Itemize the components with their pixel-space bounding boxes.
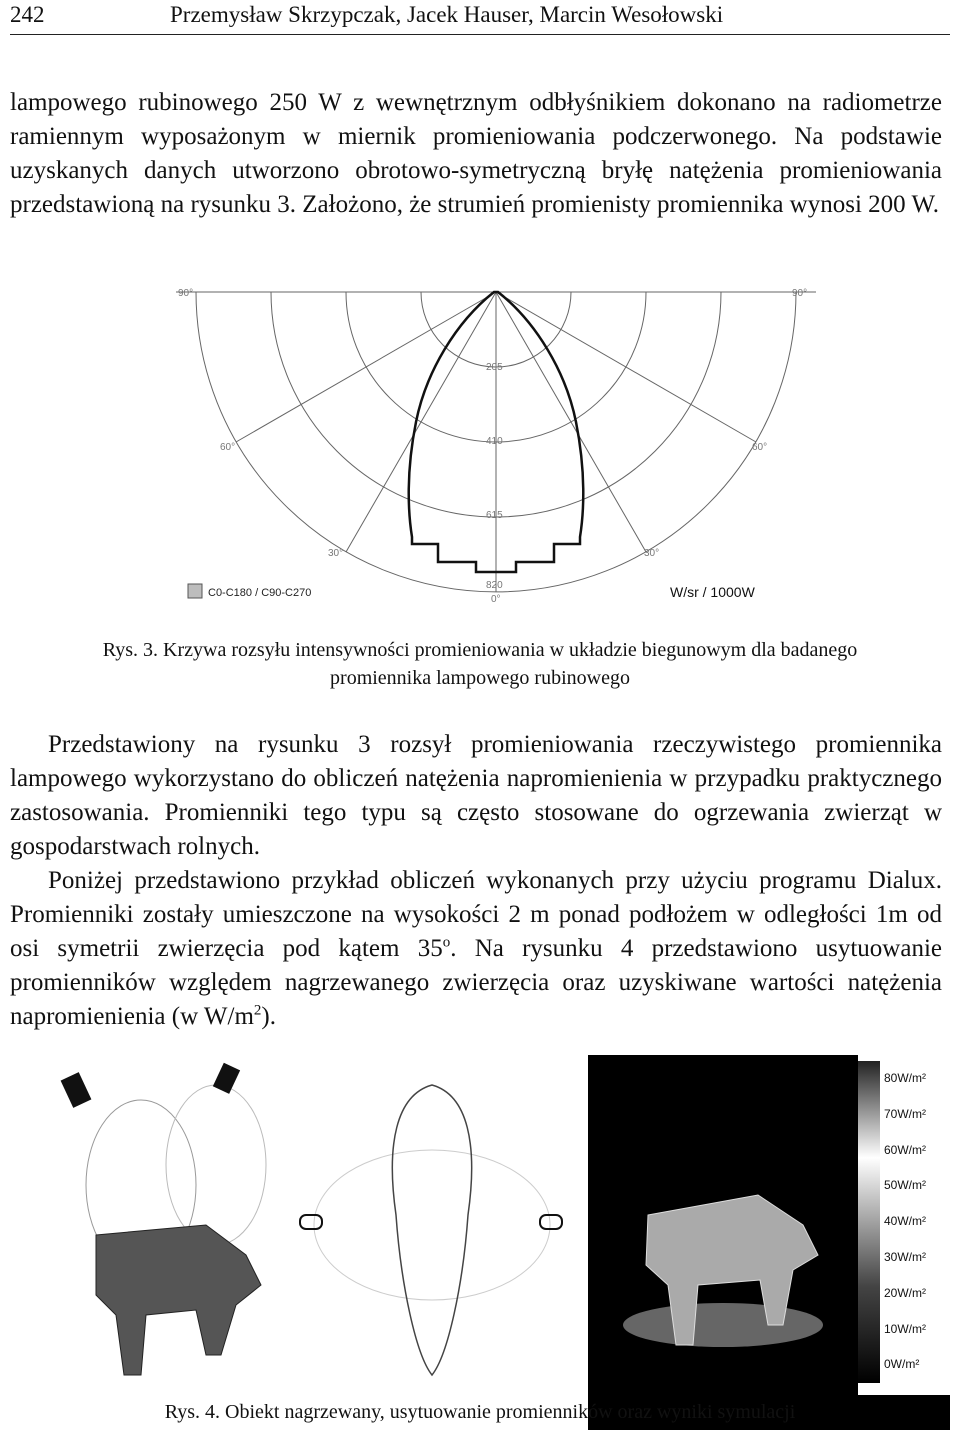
radial-label-820: 820 (486, 580, 503, 591)
angle-label-0: 0° (491, 594, 501, 605)
color-scale (858, 1055, 950, 1395)
pig-top-svg (296, 1055, 568, 1395)
scale-label-80: 80W/m² (884, 1071, 926, 1085)
scale-label-30: 30W/m² (884, 1249, 926, 1264)
lamp-left-icon (61, 1072, 92, 1108)
radial-label-615: 615 (486, 510, 503, 521)
floor-heat-spot (623, 1303, 823, 1347)
body-paragraph-2-b: . Na rysunku 4 przedstawiono usytuowanie promienników względem nagrzewanego zwierzęcia oraz uzyskiwane wartości natężenia napromienienia (w W/m (10, 935, 942, 1030)
scale-label-50: 50W/m² (884, 1178, 926, 1193)
scale-label-60: 60W/m² (884, 1142, 926, 1157)
page-number: 242 (10, 2, 45, 27)
figure3-caption (0, 636, 960, 692)
scale-label-70: 70W/m² (884, 1106, 926, 1121)
page-header (10, 0, 950, 35)
polar-diagram (176, 282, 816, 612)
lamp-left-top-icon (300, 1215, 322, 1229)
radial-label-410: 410 (486, 436, 503, 447)
scale-label-20: 20W/m² (884, 1285, 926, 1300)
lamp-right-icon (213, 1063, 240, 1094)
pig-wireframe-side-image (46, 1055, 292, 1430)
scale-label-0: 0W/m² (884, 1357, 920, 1372)
angle-label-30-right: 30° (644, 548, 660, 559)
grid-radial-30r (496, 292, 646, 552)
degree-superscript: o (442, 934, 451, 951)
simulation-result-image (588, 1055, 950, 1430)
polar-diagram-svg (176, 282, 816, 612)
grid-radial-60l (236, 292, 496, 442)
figure4-caption: Rys. 4. Obiekt nagrzewany, usytuowanie promienników oraz wyniki symulacji (164, 1401, 796, 1423)
grid-radial-60r (496, 292, 756, 442)
color-scale-labels (884, 1061, 926, 1383)
pig-wireframe-top-image (296, 1055, 568, 1430)
legend-label: C0-C180 / C90-C270 (208, 587, 312, 599)
square-superscript: 2 (253, 1002, 262, 1019)
figure3-caption-line2: promiennika lampowego rubinowego (330, 667, 630, 689)
angle-label-90-left: 90° (178, 288, 194, 299)
unit-label: W/sr / 1000W (670, 584, 755, 600)
scale-label-10: 10W/m² (884, 1321, 926, 1336)
grid-radial-30l (346, 292, 496, 552)
body-paragraph-1: Przedstawiony na rysunku 3 rozsył promieniowania rzeczywistego promiennika lampowego wykorzystano do obliczeń natężenia napromienienia w przypadku praktycznego zastosowania. Promienniki tego typu są często stosowane do ogrzewania zwierząt w gospodarstwach rolnych. (10, 731, 942, 860)
body-paragraph-2-c: ). (261, 1003, 276, 1030)
angle-label-60-left: 60° (220, 442, 236, 453)
radiation-ellipse (314, 1150, 550, 1300)
body-paragraph-2 (10, 864, 942, 1034)
pig-outline-top (392, 1085, 471, 1375)
pig-body-shape (96, 1225, 261, 1375)
lamp-cone-right (166, 1085, 266, 1245)
radial-label-205: 205 (486, 362, 503, 373)
angle-label-90-right: 90° (792, 288, 808, 299)
lamp-right-top-icon (540, 1215, 562, 1229)
legend-swatch (188, 584, 202, 598)
authors: Przemysław Skrzypczak, Jacek Hauser, Marcin Wesołowski (170, 2, 724, 27)
figure3-caption-line1: Rys. 3. Krzywa rozsyłu intensywności promieniowania w układzie biegunowym dla badanego (102, 639, 858, 661)
angle-label-60-right: 60° (752, 442, 768, 453)
simulation-render-svg (588, 1055, 858, 1395)
color-scale-bar (858, 1061, 880, 1383)
pig-side-svg (46, 1055, 292, 1395)
body-paragraph-2-a: Poniżej przedstawiono przykład obliczeń wykonanych przy użyciu programu Dialux. Promienniki zostały umieszczone na wysokości 2 m ponad podłożem w odległości 1m od osi symetrii zwierzęcia pod kątem 35 (10, 867, 942, 962)
scale-label-40: 40W/m² (884, 1214, 926, 1229)
angle-label-30-left: 30° (328, 548, 344, 559)
intro-paragraph: lampowego rubinowego 250 W z wewnętrznym odbłyśnikiem dokonano na radiometrze ramiennym wyposażonym w miernik promieniowania podczerwonego. Na podstawie uzyskanych danych utworzono obrotowo-symetryczną bryłę natężenia promieniowania przedstawioną na rysunku 3. Założono, że strumień promienisty promiennika wynosi 200 W. (10, 89, 942, 218)
